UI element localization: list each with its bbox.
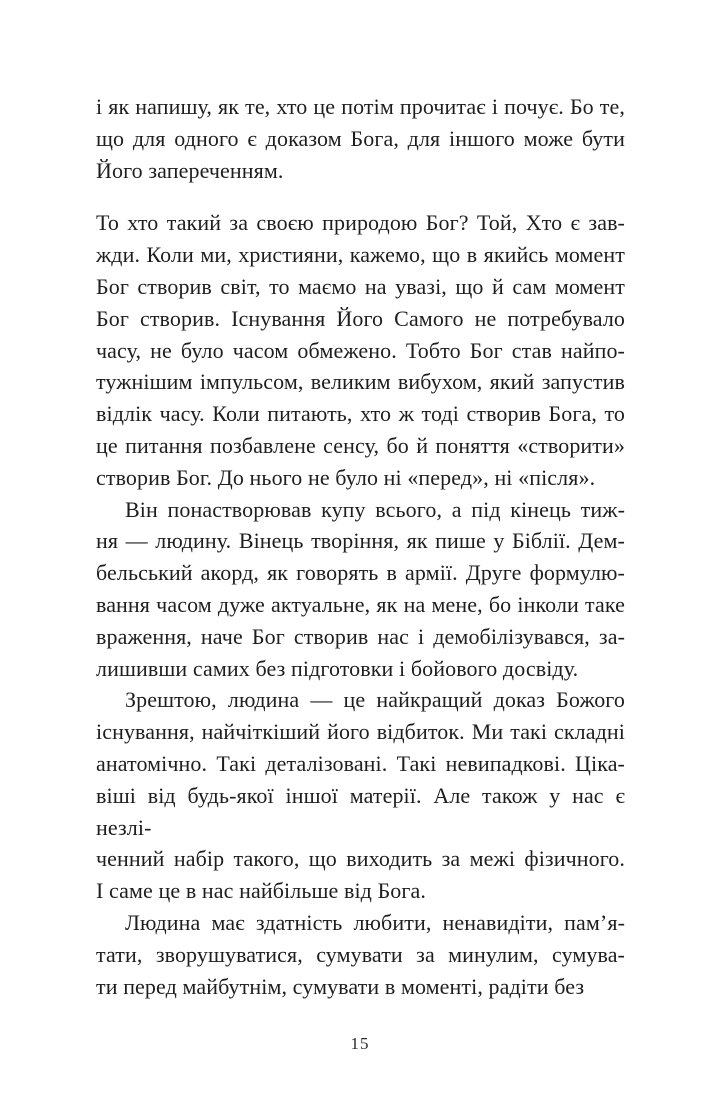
text-line: це питання позбавлене сенсу, бо й поняття «створити» [96, 432, 625, 458]
text-line: анатомічно. Такі деталізовані. Такі невипадкові. Ціка- [96, 750, 625, 776]
paragraph [96, 907, 625, 1002]
text-line: Зрештою, людина — це найкращий доказ Божого [125, 687, 625, 713]
text-line: І саме це в нас найбільше від Бога. [96, 878, 426, 904]
text-line: жди. Коли ми, християни, кажемо, що в якийсь момент [96, 242, 625, 268]
text-line: Бог створив. Існування Його Самого не потребувало [96, 305, 625, 331]
text-line: існування, найчіткіший його відбиток. Ми такі складні [96, 719, 625, 745]
text-line: Людина має здатність любити, ненавидіти, пам’я- [125, 909, 625, 935]
text-line: ти перед майбутнім, сумувати в моменті, радіти без [96, 973, 585, 999]
text-line: враження, наче Бог створив нас і демобілізувався, за- [96, 623, 625, 649]
text-line: і як напишу, як те, хто це потім прочитає і почує. Бо те, [96, 94, 625, 119]
text-line: відлік часу. Коли питають, хто ж тоді створив Бога, то [96, 401, 625, 427]
text-line: вання часом дуже актуальне, як на мене, бо інколи таке [96, 591, 625, 617]
text-line: часу, не було часом обмежено. Тобто Бог став найпо- [96, 337, 625, 363]
text-line: віші від будь-якої іншої матерії. Але також у нас є незлі- [96, 782, 625, 840]
text-line: Його запереченням. [96, 157, 284, 183]
text-line: бельський акорд, як говорять в армії. Друге формулю- [96, 560, 625, 586]
text-line: То хто такий за своєю природою Бог? Той, Хто є зав- [96, 210, 625, 236]
text-line: тати, зворушуватися, сумувати за минулим, сумува- [96, 941, 625, 967]
text-line: створив Бог. До нього не було ні «перед», ні «після». [96, 464, 596, 490]
page-number: 15 [350, 1034, 370, 1053]
paragraph [96, 91, 625, 186]
text-line: що для одного є доказом Бога, для іншого може бути [96, 125, 625, 151]
text-block [96, 91, 625, 1002]
text-line: ченний набір такого, що виходить за межі фізичного. [96, 846, 625, 872]
paragraph [96, 494, 625, 685]
text-line: лишивши самих без підготовки і бойового досвіду. [96, 655, 579, 681]
text-line: тужнішим імпульсом, великим вибухом, який запустив [96, 369, 625, 395]
paragraph [96, 684, 625, 907]
text-line: Він понастворював купу всього, а під кінець тиж- [125, 496, 625, 522]
paragraph [96, 207, 625, 493]
text-line: ня — людину. Вінець творіння, як пише у Біблії. Дем- [96, 528, 625, 554]
text-line: Бог створив світ, то маємо на увазі, що й сам момент [96, 273, 625, 299]
